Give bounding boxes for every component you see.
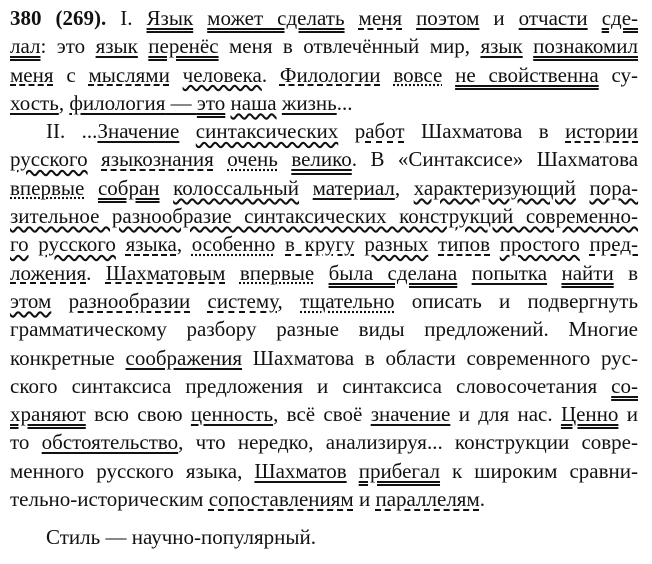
- part-1-marker: I.: [120, 6, 133, 30]
- paragraph-1: [10, 4, 638, 117]
- p1-line-2: лал: это язык перенёс меня в отвлечённый мир, язык познакомил: [10, 34, 639, 59]
- p2-line-11: храняют всю свою ценность, всё своё значение и для нас. Ценно и: [10, 402, 638, 427]
- style-note-text: Стиль — научно-популярный.: [46, 525, 317, 550]
- style-note: [10, 523, 638, 551]
- p2-line-13: менного русского языка, Шахматов прибегал к широким сравни-: [10, 458, 638, 483]
- p2-line-5: го русского языка, особенно в кругу разных типов простого пред-: [10, 232, 639, 257]
- p1-line-4: хость, филология — это наша жизнь...: [10, 90, 353, 115]
- p2-line-3: впервые собран колоссальный материал, характеризующий пора-: [10, 175, 639, 200]
- p2-line-2: русского языкознания очень велико. В «Синтаксисе» Шахматова: [10, 147, 639, 172]
- paragraph-2: [10, 117, 638, 513]
- p2-line-9: конкретные соображения Шахматова в области современного рус-: [10, 345, 638, 370]
- p2-line-14: тельно-историческим сопоставлениям и параллелям.: [10, 487, 486, 512]
- p2-line-7: этом разнообразии систему, тщательно описать и подвергнуть: [10, 288, 639, 313]
- p2-line-8: грамматическому разбору разные виды предложений. Многие: [10, 317, 638, 342]
- p1-line-1: 380 (269). I. Язык может сделать меня поэтом и отчасти сде-: [10, 6, 639, 30]
- exercise-number: 380 (269).: [10, 6, 107, 30]
- p2-line-10: ского синтаксиса предложения и синтаксиса словосочетания со-: [10, 373, 638, 398]
- p2-line-6: ложения. Шахматовым впервые была сделана попытка найти в: [10, 260, 639, 285]
- p1-line-3: меня с мыслями человека. Филологии вовсе не свойственна су-: [10, 62, 639, 87]
- p2-line-1: II. ...Значение синтаксических работ Шахматова в истории: [46, 119, 639, 144]
- p2-line-4: зительное разнообразие синтаксических конструкций современно-: [10, 204, 638, 229]
- part-2-marker: II.: [46, 119, 66, 144]
- p2-line-12: то обстоятельство, что нередко, анализируя... конструкции совре-: [10, 430, 638, 455]
